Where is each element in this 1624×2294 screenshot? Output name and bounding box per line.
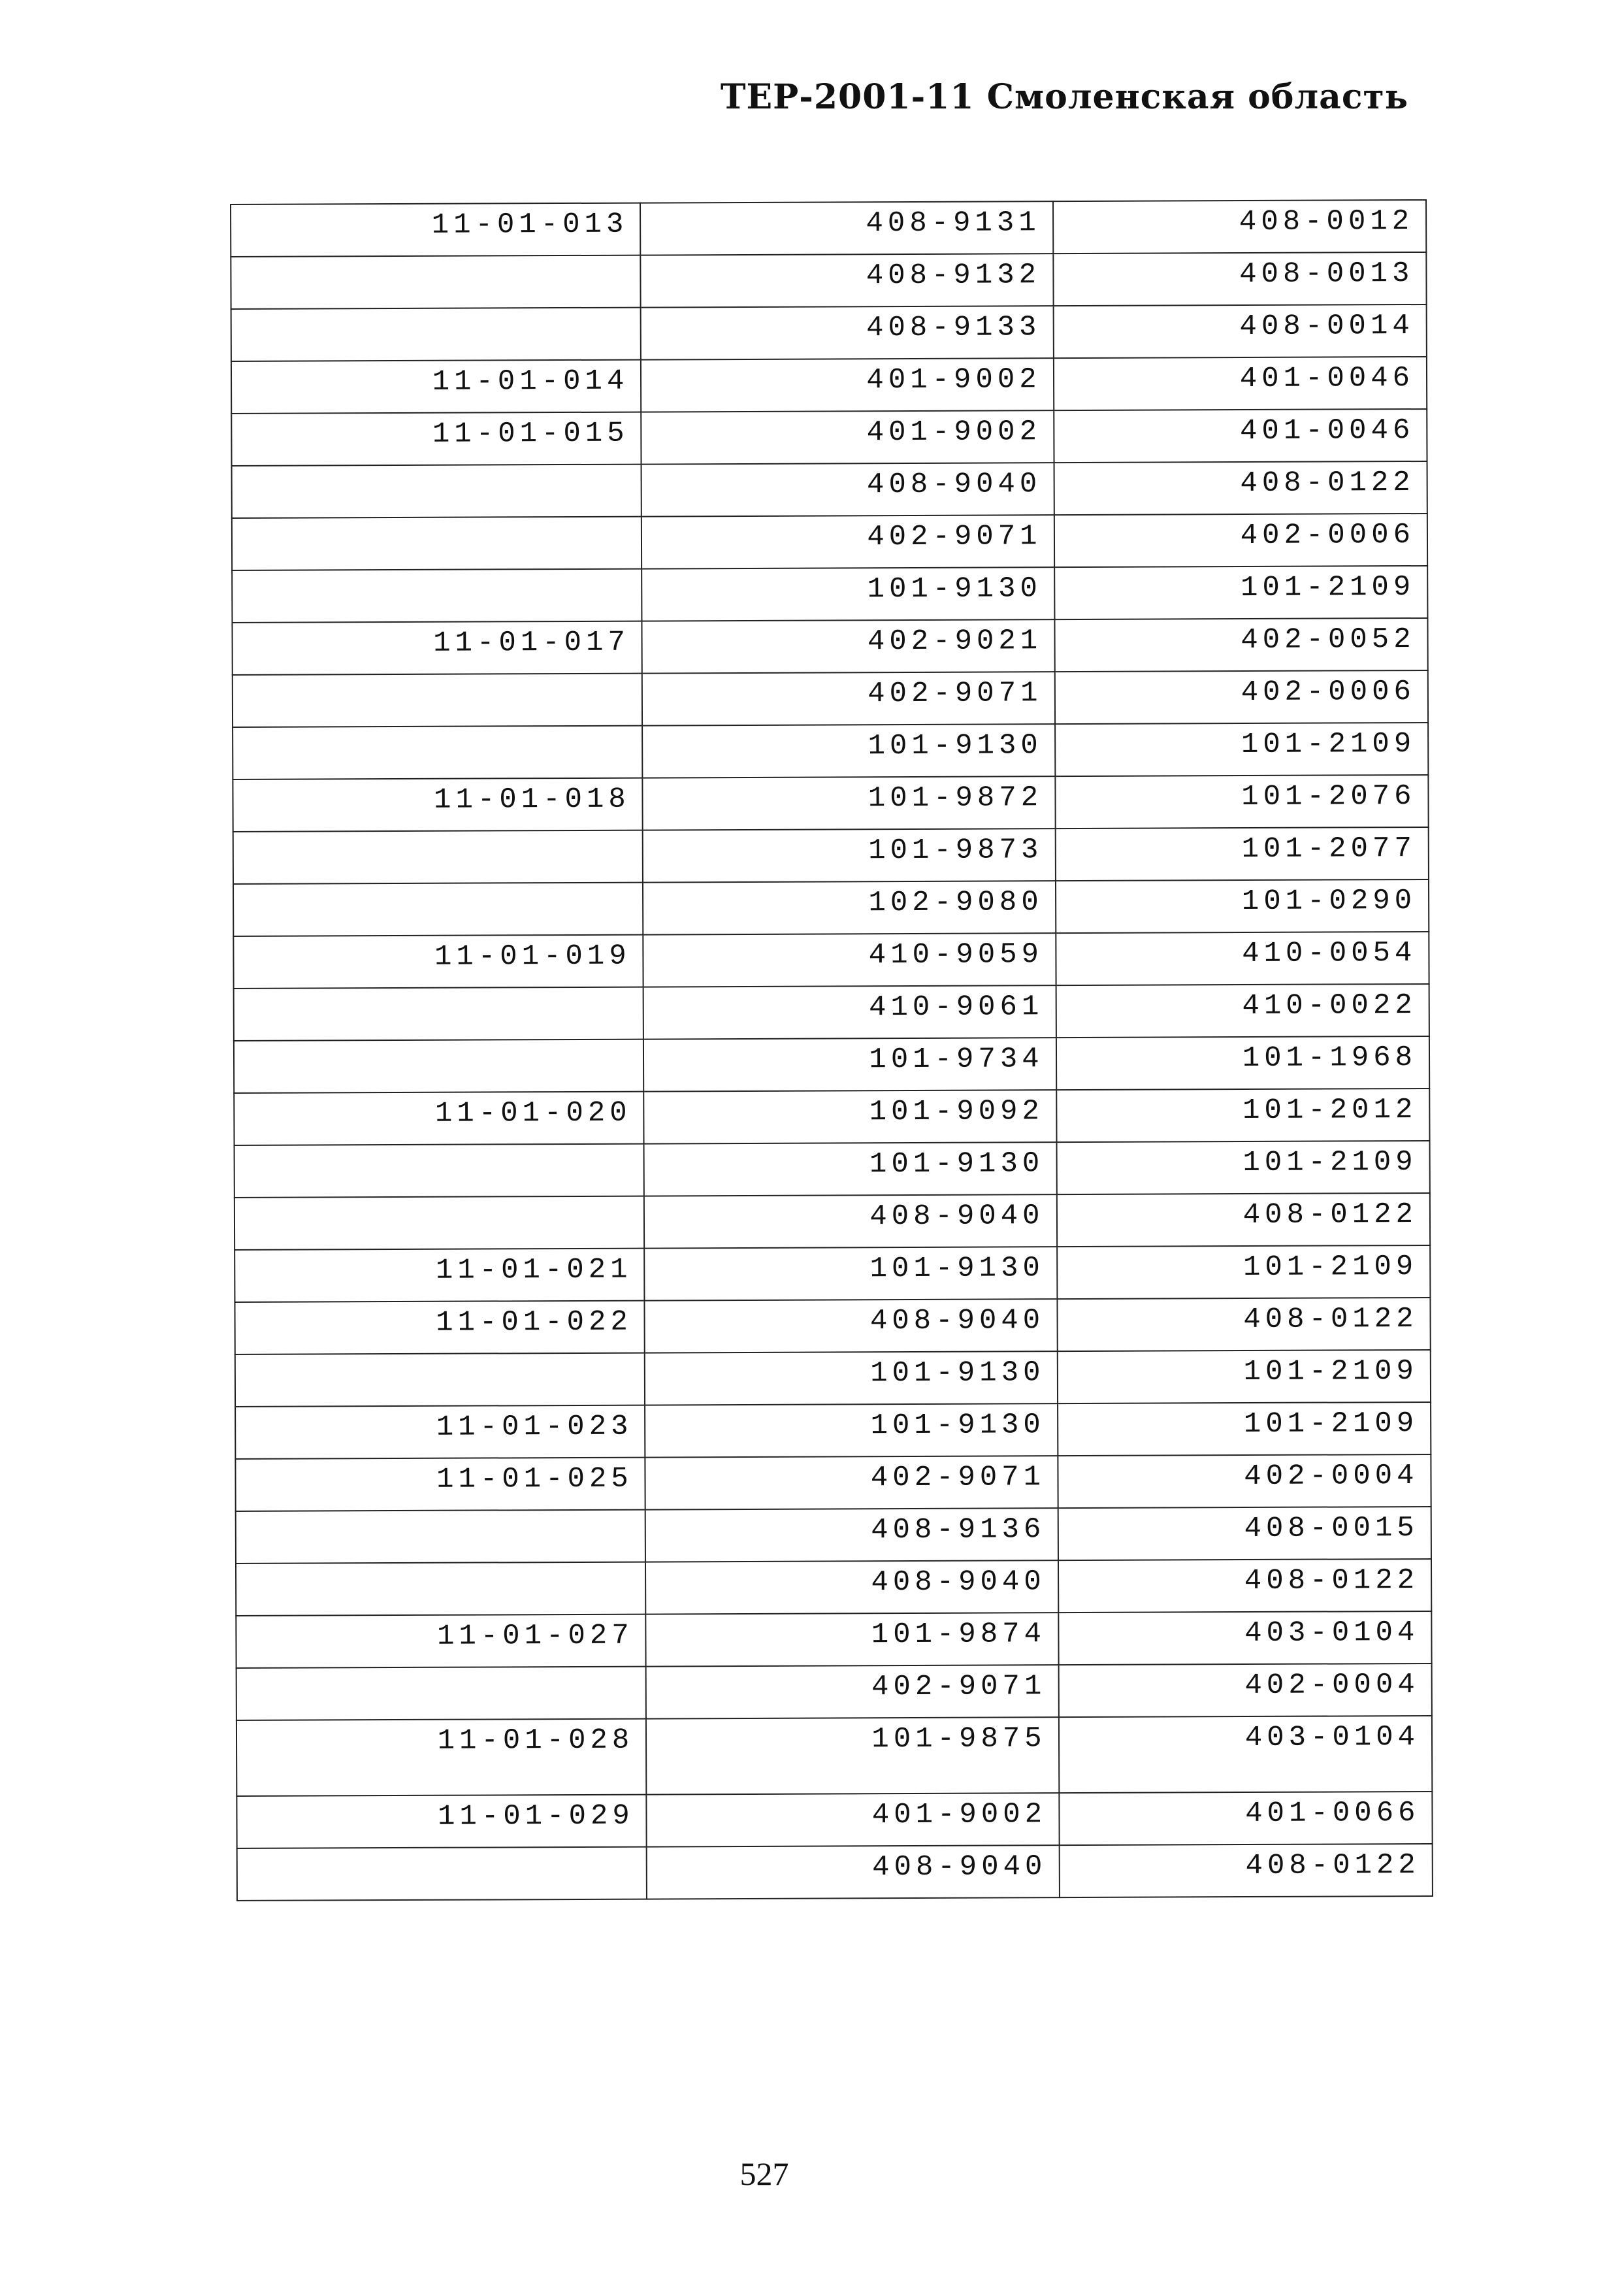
new-code-cell: 403-0104 [1058, 1611, 1432, 1665]
section-code-cell [233, 883, 643, 936]
table-row [233, 879, 1429, 936]
new-code-cell: 101-2109 [1057, 1350, 1431, 1403]
section-code-cell [234, 987, 644, 1041]
new-code-cell: 402-0006 [1054, 514, 1427, 567]
table-row [233, 827, 1429, 884]
new-code-cell: 101-2109 [1057, 1245, 1431, 1299]
old-code-cell: 408-9136 [645, 1508, 1058, 1562]
section-code-cell: 11-01-013 [231, 203, 641, 257]
old-code-cell: 101-9874 [646, 1613, 1059, 1666]
old-code-cell: 408-9132 [641, 254, 1054, 307]
new-code-cell: 402-0004 [1058, 1454, 1431, 1508]
new-code-cell: 403-0104 [1058, 1716, 1432, 1793]
section-code-cell [236, 1667, 647, 1720]
section-code-cell: 11-01-021 [235, 1249, 645, 1302]
section-code-cell [235, 1196, 645, 1250]
old-code-cell: 101-9130 [644, 1247, 1057, 1300]
section-code-cell: 11-01-019 [233, 935, 643, 989]
new-code-cell: 402-0004 [1058, 1663, 1432, 1717]
old-code-cell: 101-9130 [642, 724, 1055, 778]
section-code-cell: 11-01-028 [236, 1719, 647, 1796]
table-row [234, 984, 1429, 1041]
new-code-cell: 408-0012 [1053, 200, 1427, 254]
table-row [236, 1559, 1431, 1616]
new-code-cell: 408-0122 [1058, 1559, 1432, 1613]
new-code-cell: 402-0006 [1054, 670, 1428, 724]
old-code-cell: 402-9071 [642, 672, 1055, 725]
old-code-cell: 408-9040 [645, 1560, 1058, 1614]
old-code-cell: 410-9061 [643, 985, 1056, 1039]
old-code-cell: 101-9130 [641, 567, 1054, 621]
new-code-cell: 410-0022 [1056, 984, 1429, 1038]
table-row [232, 566, 1427, 623]
old-code-cell: 408-9040 [644, 1194, 1057, 1248]
section-code-cell: 11-01-027 [236, 1614, 646, 1668]
table-row [231, 357, 1427, 414]
old-code-cell: 101-9130 [644, 1142, 1057, 1196]
old-code-cell: 402-9071 [646, 1665, 1059, 1718]
new-code-cell: 101-0290 [1056, 879, 1429, 933]
new-code-cell: 408-0014 [1053, 304, 1427, 358]
page-title: ТЕР-2001-11 Смоленская область [720, 77, 1408, 117]
new-code-cell: 101-2109 [1055, 723, 1429, 776]
section-code-cell [236, 1510, 646, 1564]
section-code-cell [236, 1562, 646, 1616]
old-code-cell: 101-9873 [643, 828, 1056, 882]
old-code-cell: 408-9040 [645, 1299, 1058, 1352]
old-code-cell: 101-9130 [645, 1403, 1058, 1457]
new-code-cell: 101-1968 [1056, 1036, 1429, 1090]
new-code-cell: 408-0015 [1058, 1507, 1431, 1560]
table-row [232, 514, 1427, 570]
new-code-cell: 101-2077 [1055, 827, 1429, 881]
section-code-cell: 11-01-025 [235, 1458, 645, 1511]
table-row [233, 670, 1428, 727]
new-code-cell: 408-0013 [1053, 252, 1427, 306]
section-code-cell [231, 308, 641, 361]
table-row [235, 1454, 1431, 1511]
old-code-cell: 401-9002 [641, 358, 1054, 412]
section-code-cell [234, 1040, 644, 1093]
section-code-cell [233, 674, 643, 727]
table-row [231, 304, 1427, 361]
old-code-cell: 402-9071 [645, 1456, 1058, 1509]
new-code-cell: 410-0054 [1056, 932, 1429, 985]
section-code-cell: 11-01-015 [231, 412, 641, 466]
new-code-cell: 408-0122 [1054, 461, 1427, 515]
new-code-cell: 402-0052 [1054, 618, 1428, 672]
old-code-cell: 101-9875 [646, 1717, 1059, 1794]
table-row [232, 618, 1427, 675]
page-number: 527 [739, 2155, 789, 2192]
table-row [235, 1298, 1430, 1354]
new-code-cell: 401-0066 [1059, 1792, 1433, 1845]
new-code-cell: 101-2076 [1055, 775, 1429, 828]
table-row [233, 723, 1428, 779]
section-code-cell: 11-01-023 [235, 1405, 645, 1459]
old-code-cell: 101-9872 [643, 776, 1056, 830]
old-code-cell: 101-9130 [645, 1351, 1058, 1405]
table-row [233, 932, 1429, 989]
new-code-cell: 101-2012 [1056, 1089, 1430, 1142]
old-code-cell: 408-9040 [641, 463, 1054, 516]
new-code-cell: 101-2109 [1056, 1141, 1430, 1194]
table-row [235, 1402, 1431, 1459]
table-row [235, 1193, 1430, 1250]
table-row [235, 1141, 1430, 1198]
table-row [234, 1089, 1429, 1145]
table-row [234, 1036, 1429, 1093]
old-code-cell: 408-9133 [641, 306, 1054, 359]
section-code-cell: 11-01-020 [234, 1092, 644, 1145]
section-code-cell [233, 726, 643, 779]
old-code-cell: 401-9002 [647, 1793, 1060, 1846]
section-code-cell: 11-01-014 [231, 360, 641, 414]
old-code-cell: 402-9071 [641, 515, 1054, 568]
old-code-cell: 101-9734 [643, 1038, 1056, 1091]
table-row [235, 1350, 1431, 1407]
table-row [232, 461, 1427, 518]
new-code-cell: 408-0122 [1059, 1844, 1433, 1897]
section-code-cell [237, 1847, 647, 1901]
new-code-cell: 401-0046 [1054, 409, 1427, 463]
old-code-cell: 401-9002 [641, 410, 1054, 464]
table-row [236, 1716, 1432, 1796]
section-code-cell [232, 465, 642, 518]
table-row [236, 1611, 1431, 1668]
old-code-cell: 408-9040 [647, 1845, 1060, 1899]
section-code-cell [235, 1353, 645, 1407]
table-row [236, 1792, 1432, 1848]
new-code-cell: 408-0122 [1057, 1298, 1431, 1351]
code-mapping-table [230, 199, 1433, 1901]
section-code-cell [233, 830, 643, 884]
new-code-cell: 401-0046 [1053, 357, 1427, 410]
section-code-cell [231, 255, 641, 309]
old-code-cell: 102-9080 [643, 881, 1056, 934]
section-code-cell: 11-01-017 [232, 621, 642, 675]
new-code-cell: 101-2109 [1058, 1402, 1431, 1456]
table-row [235, 1245, 1430, 1302]
old-code-cell: 408-9131 [640, 201, 1053, 255]
section-code-cell [232, 517, 642, 570]
table-row [231, 409, 1427, 466]
section-code-cell: 11-01-029 [236, 1795, 647, 1848]
old-code-cell: 410-9059 [643, 933, 1056, 987]
new-code-cell: 408-0122 [1056, 1193, 1430, 1247]
table-row [237, 1844, 1433, 1901]
table-row [236, 1663, 1432, 1720]
old-code-cell: 101-9092 [643, 1090, 1056, 1143]
table-row [236, 1507, 1431, 1564]
new-code-cell: 101-2109 [1054, 566, 1428, 619]
section-code-cell: 11-01-022 [235, 1301, 645, 1354]
section-code-cell: 11-01-018 [233, 778, 643, 832]
old-code-cell: 402-9021 [642, 619, 1055, 673]
table-row [231, 200, 1426, 257]
table-row [231, 252, 1426, 309]
table-row [233, 775, 1428, 832]
section-code-cell [235, 1144, 645, 1198]
section-code-cell [232, 569, 642, 623]
